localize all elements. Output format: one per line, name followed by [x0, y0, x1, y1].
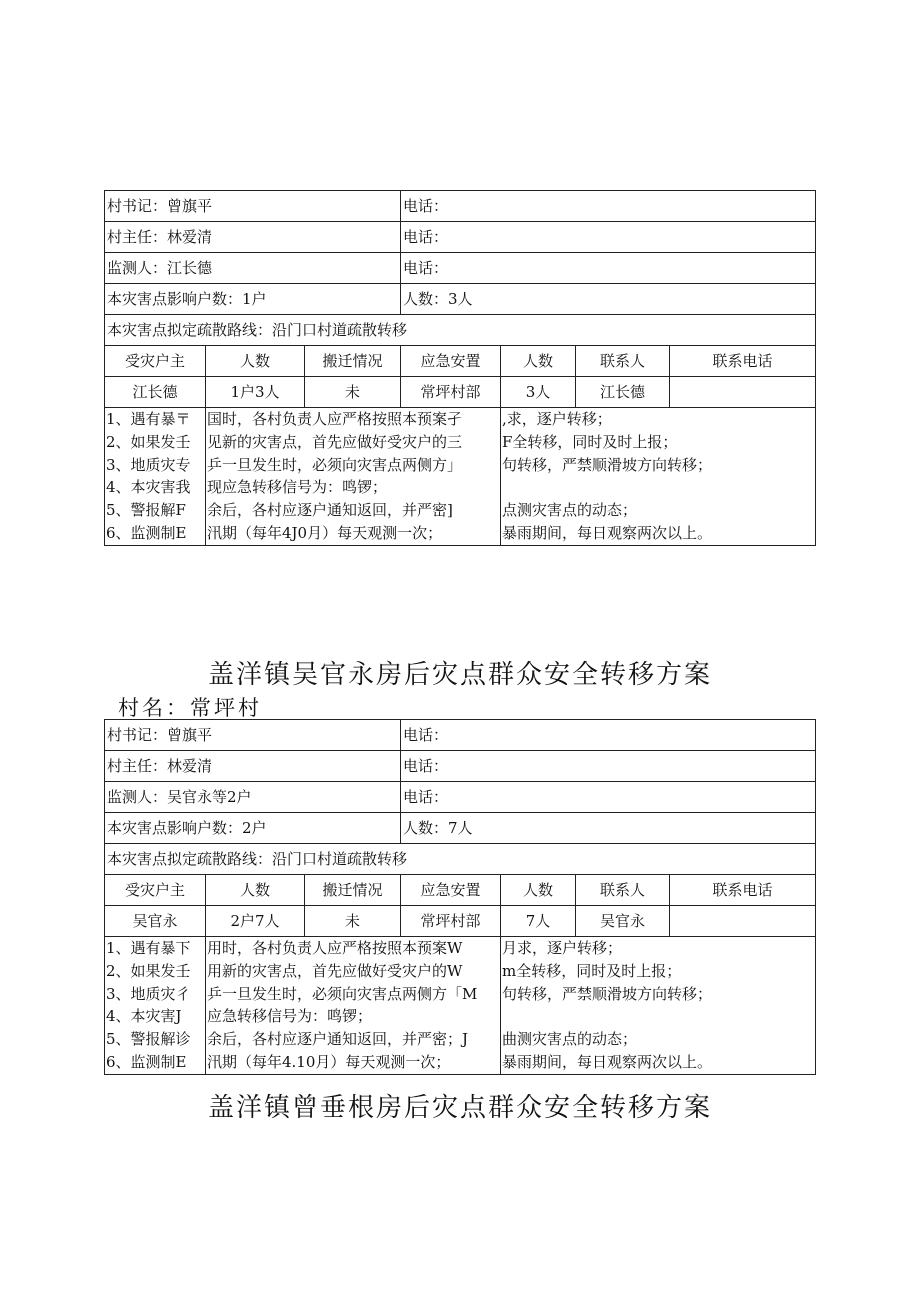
monitor-row [105, 782, 816, 813]
header-people: 人数 [206, 346, 305, 377]
route-cell: 本灾害点拟定疏散路线：沿门口村道疏散转移 [105, 315, 816, 346]
plan1-table [104, 190, 816, 546]
note-line: m全转移，同时及时上报； [502, 961, 682, 980]
people-2-value: 7人 [501, 906, 576, 937]
owner-value: 吴官永 [105, 906, 206, 937]
monitor-cell: 监测人：江长德 [105, 253, 401, 284]
people-cell: 人数：7人 [401, 813, 816, 844]
header-people: 人数 [206, 875, 305, 906]
people-value: 1户3人 [206, 377, 305, 408]
contact-value: 江长德 [576, 377, 670, 408]
note-line [502, 476, 814, 499]
secretary-row [105, 191, 816, 222]
note-line: F全转移，同时及时上报； [502, 432, 678, 451]
note-line: 1、遇有暴〒 [106, 410, 191, 428]
note-line: 见新的灾害点，首先应做好受灾户的三 [207, 432, 463, 451]
households-row [105, 813, 816, 844]
director-row [105, 222, 816, 253]
note-line: 4、本灾害J [106, 1007, 182, 1026]
note-line: 点测灾害点的动态； [502, 501, 638, 520]
route-cell: 本灾害点拟定疏散路线：沿门口村道疏散转移 [105, 844, 816, 875]
note-line: 国时，各村负责人应严格按照本预案孑 [207, 410, 463, 428]
note-line: 4、本灾害我 [106, 478, 191, 497]
monitor-phone-cell: 电话： [401, 253, 816, 284]
header-phone: 联系电话 [670, 875, 816, 906]
monitor-row [105, 253, 816, 284]
header-people-2: 人数 [501, 875, 576, 906]
note-line: 暴雨期间，每日观察两次以上。 [502, 1052, 713, 1071]
director-phone-cell: 电话： [401, 751, 816, 782]
header-relocation: 搬迁情况 [305, 875, 401, 906]
secretary-cell: 村书记：曾旗平 [105, 720, 401, 751]
contact-value: 吴官永 [576, 906, 670, 937]
table-row [105, 906, 816, 937]
note-line: 句转移，严禁顺滑坡方向转移； [502, 984, 713, 1003]
note-line: 句转移，严禁顺滑坡方向转移； [502, 455, 713, 474]
notes-col3 [501, 937, 816, 1075]
header-row [105, 346, 816, 377]
relocation-value: 未 [305, 906, 401, 937]
note-line: 3、地质灾彳 [106, 984, 191, 1003]
note-line: 应急转移信号为：鸣锣； [207, 1007, 373, 1026]
monitor-cell: 监测人：吴官永等2户 [105, 782, 401, 813]
header-contact: 联系人 [576, 346, 670, 377]
owner-value: 江长德 [105, 377, 206, 408]
note-line: 暴雨期间，每日观察两次以上。 [502, 523, 713, 542]
header-people-2: 人数 [501, 346, 576, 377]
note-line: 现应急转移信号为：鸣锣； [207, 478, 388, 497]
households-cell: 本灾害点影响户数：1户 [105, 284, 401, 315]
director-phone-cell: 电话： [401, 222, 816, 253]
village-name: 村名：常坪村 [118, 696, 262, 720]
note-line: 5、警报解F [106, 501, 186, 520]
note-line: ,求，逐户转移； [502, 410, 612, 428]
notes-col2 [206, 937, 501, 1075]
note-line: 用新的灾害点，首先应做好受灾户的W [207, 961, 463, 980]
director-cell: 村主任：林爱清 [105, 222, 401, 253]
notes-col3 [501, 408, 816, 546]
notes-row [105, 937, 816, 1075]
plan2-title: 盖洋镇吴官永房后灾点群众安全转移方案 [207, 660, 712, 690]
header-owner: 受灾户主 [105, 875, 206, 906]
note-line: 2、如果发壬 [106, 432, 191, 451]
plan2-table [104, 719, 816, 1075]
note-line: 5、警报解诊 [106, 1030, 191, 1049]
notes-col1 [105, 408, 206, 546]
note-line: 3、地质灾专 [106, 455, 191, 474]
plan1-table-section [104, 190, 815, 546]
plan2-table-section [104, 719, 815, 1075]
header-row [105, 875, 816, 906]
header-relocation: 搬迁情况 [305, 346, 401, 377]
secretary-phone-cell: 电话： [401, 191, 816, 222]
phone-value [670, 377, 816, 408]
note-line: 1、遇有暴下 [106, 939, 191, 957]
note-line: 6、监测制E [106, 1052, 187, 1071]
note-line: 余后，各村应逐户通知返回，并严密] [207, 501, 453, 520]
phone-value [670, 906, 816, 937]
notes-col1 [105, 937, 206, 1075]
footer-title: 盖洋镇曾垂根房后灾点群众安全转移方案 [207, 1093, 712, 1123]
note-line: 汛期（每年4J0月）每天观测一次； [207, 523, 443, 542]
header-shelter: 应急安置 [401, 346, 501, 377]
route-row [105, 315, 816, 346]
note-line [502, 1005, 814, 1028]
people-value: 2户7人 [206, 906, 305, 937]
notes-row [105, 408, 816, 546]
note-line: 曲测灾害点的动态； [502, 1030, 638, 1049]
note-line: 汛期（每年4.10月）每天观测一次； [207, 1052, 451, 1071]
header-phone: 联系电话 [670, 346, 816, 377]
monitor-phone-cell: 电话： [401, 782, 816, 813]
people-cell: 人数：3人 [401, 284, 816, 315]
route-row [105, 844, 816, 875]
header-shelter: 应急安置 [401, 875, 501, 906]
note-line: 2、如果发壬 [106, 961, 191, 980]
shelter-value: 常坪村部 [401, 377, 501, 408]
note-line: 余后，各村应逐户通知返回，并严密；J [207, 1030, 469, 1049]
households-cell: 本灾害点影响户数：2户 [105, 813, 401, 844]
notes-col2 [206, 408, 501, 546]
shelter-value: 常坪村部 [401, 906, 501, 937]
note-line: 乒一旦发生时，必须向灾害点两侧方」 [207, 455, 463, 474]
note-line: 乒一旦发生时，必须向灾害点两侧方「M [207, 984, 478, 1003]
people-2-value: 3人 [501, 377, 576, 408]
note-line: 6、监测制E [106, 523, 187, 542]
relocation-value: 未 [305, 377, 401, 408]
note-line: 月求，逐户转移； [502, 939, 623, 957]
header-owner: 受灾户主 [105, 346, 206, 377]
households-row [105, 284, 816, 315]
secretary-cell: 村书记：曾旗平 [105, 191, 401, 222]
director-row [105, 751, 816, 782]
director-cell: 村主任：林爱清 [105, 751, 401, 782]
secretary-row [105, 720, 816, 751]
table-row [105, 377, 816, 408]
header-contact: 联系人 [576, 875, 670, 906]
note-line: 用时，各村负责人应严格按照本预案W [207, 939, 463, 957]
secretary-phone-cell: 电话： [401, 720, 816, 751]
